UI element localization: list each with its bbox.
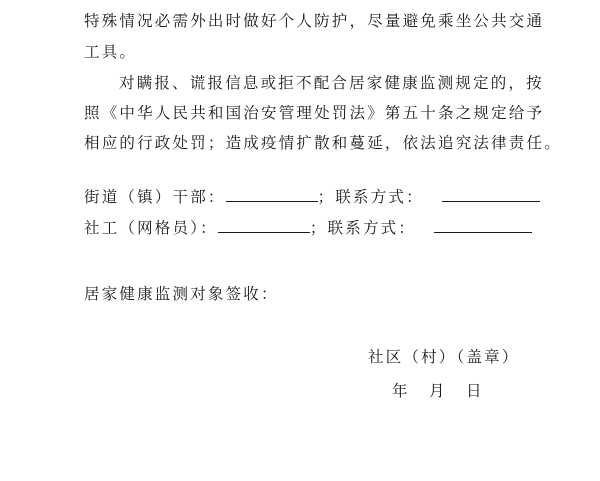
social-worker-blank[interactable] [218,218,310,233]
paragraph-2-line-3: 相应的行政处罚；造成疫情扩散和蔓延，依法追究法律责任。 [84,134,562,152]
social-contact-blank[interactable] [434,218,532,233]
social-contact-label: ；联系方式： [309,219,417,237]
social-worker-label: 社工（网格员）： [84,219,218,237]
paragraph-2-line-2: 照《中华人民共和国治安管理处罚法》第五十条之规定给予 [84,104,545,122]
street-contact-label: ；联系方式： [317,188,424,206]
date-label: 年 月 日 [392,382,485,400]
paragraph-2-line-1: 对瞒报、谎报信息或拒不配合居家健康监测规定的，按 [119,74,544,92]
paragraph-1-line-2: 工具。 [84,43,138,61]
street-cadre-label: 街道（镇）干部： [84,188,226,206]
signature-label: 居家健康监测对象签收： [84,285,279,303]
street-contact-blank[interactable] [442,187,540,202]
social-worker-row [84,218,532,238]
street-cadre-row [84,187,540,207]
paragraph-1-line-1: 特殊情况必需外出时做好个人防护，尽量避免乘坐公共交通 [84,12,545,30]
stamp-label: 社区（村）（盖章） [368,348,520,366]
street-cadre-blank[interactable] [226,187,318,202]
